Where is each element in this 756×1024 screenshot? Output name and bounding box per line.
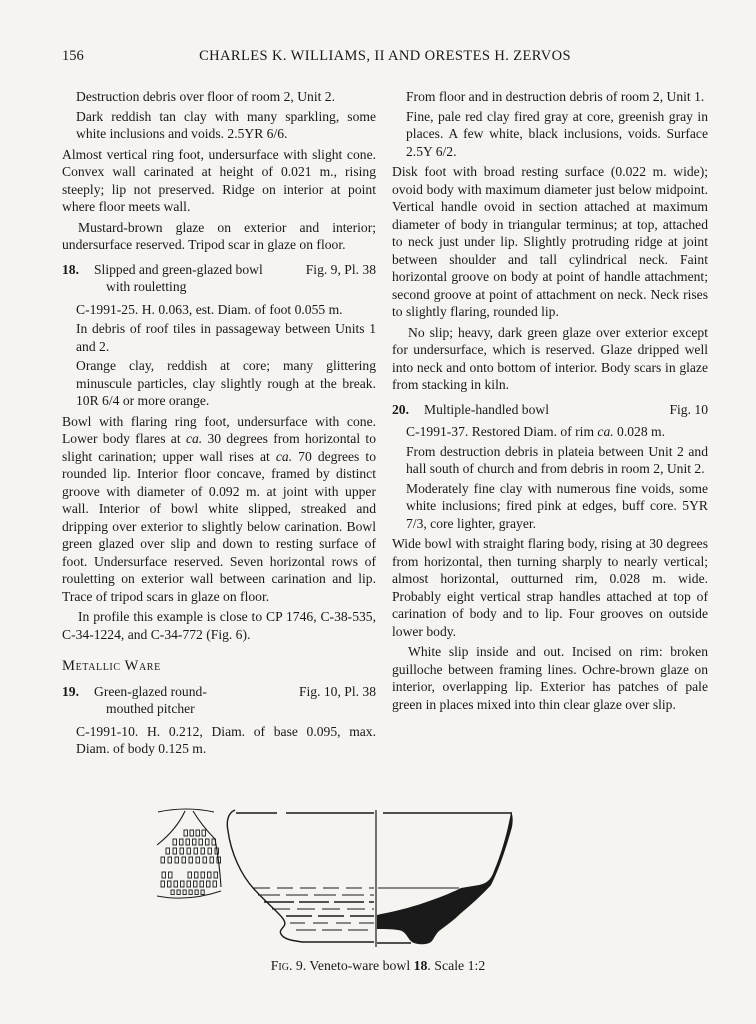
bowl-section-profile [377,812,513,944]
catalog-findspot: From floor and in destruction debris of room 2, Unit 1. [406,89,705,104]
description-paragraph: In profile this example is close to CP 1746, C-38-535, C-34-1224, and C-34-772 (Fig. 6). [62,609,376,642]
catalog-fabric: Orange clay, reddish at core; many glittering minuscule particles, clay slightly rough at the break. 10R 6/4 or more orange. [76,358,376,408]
running-head [62,48,708,65]
entry-title: Green-glazed round- [94,683,207,699]
catalog-dimensions: C-1991-37. Restored Diam. of rim ca. 0.028 m. [406,424,666,439]
figure-9-drawing [140,800,620,955]
right-column [392,86,708,713]
entry-title: Multiple-handled bowl [424,401,549,417]
entry-title: Slipped and green-glazed bowl [94,261,263,277]
entry-title-line2: mouthed pitcher [106,701,195,716]
description-paragraph: Wide bowl with straight flaring body, rising at 30 degrees from horizontal, then turning sharply to nearly vertical; almost horizontal, outturned rim, 0.028 m. wide. Probably eight vertical strap handles attached at top of carination of body and to lip. Four grooves on outside lower body. [392,536,708,639]
catalog-entry-19-heading [62,683,376,718]
left-column [62,86,376,760]
entry-number: 18. [62,261,79,277]
catalog-entry-18-heading [62,261,376,296]
catalog-findspot: From destruction debris in plateia between Unit 2 and hall south of church and from debris in room 2, Unit 2. [406,443,708,476]
catalog-fabric: Moderately fine clay with numerous fine voids, some white inclusions; fired pink at edges, buff core. 5YR 7/3, core lighter, grayer. [406,480,708,531]
running-title: CHARLES K. WILLIAMS, II AND ORESTES H. ZERVOS [199,48,571,64]
catalog-findspot: In debris of roof tiles in passageway between Units 1 and 2. [76,321,376,354]
description-paragraph: Bowl with flaring ring foot, undersurface with cone. Lower body flares at ca. 30 degrees from horizontal to slight carination; upper wall rises at ca. 70 degrees to rounded lip. Interior floor concave, framed by distinct groove with diameter of 0.092 m. at joint with upper wall. Interior of bowl white slipped, streaked and dripping over exterior to slightly below carination. Bowl green glazed over slip and down to resting surface of foot. Undersurface reserved. Seven horizontal rows of rouletting on exterior wall between carination and lip. Trace of tripod scars in glaze on floor. [62,413,376,604]
veneto-ware-bowl-drawing [140,800,620,955]
page-number: 156 [62,48,84,64]
description-paragraph: Mustard-brown glaze on exterior and interior; undersurface reserved. Tripod scar in glaze on floor. [62,219,376,252]
description-paragraph: No slip; heavy, dark green glaze over exterior except for undersurface, which is reserved. Glaze dripped well into neck and onto bottom of interior. Body scars in glaze from stacking in kiln. [392,324,708,392]
catalog-entry-20-heading [392,401,708,419]
catalog-dimensions: C-1991-10. H. 0.212, Diam. of base 0.095, max. Diam. of body 0.125 m. [76,723,376,756]
catalog-dimensions: C-1991-25. H. 0.063, est. Diam. of foot 0.055 m. [76,301,343,317]
entry-number: 19. [62,683,79,699]
figure-caption: Fig. 9. Veneto-ware bowl 18. Scale 1:2 [270,958,486,973]
description-paragraph: Disk foot with broad resting surface (0.022 m. wide); ovoid body with maximum diameter just below midpoint. Vertical handle ovoid in section attached at maximum diameter of body in triangular terminus; at top, attached to neck just under lip. Slightly protruding ridge at joint between shoulder and tall cylindrical neck. Faint horizontal groove on body at point of handle attachment; second groove at point of attachment on neck. Neck rises to slightly flaring, rounded lip. [392,164,708,319]
figure-reference: Fig. 10, Pl. 38 [298,683,376,699]
section-heading-metallic-ware: Metallic Ware [62,658,161,674]
bowl-exterior-outline [227,810,374,942]
entry-number: 20. [392,401,409,417]
rouletting-marks [161,830,221,895]
description-paragraph: White slip inside and out. Incised on rim: broken guilloche between framing lines. Ochre-brown glaze on interior, overlapping lip. Exterior has patches of pale green in places mixed into thin clear glaze over slip. [392,644,708,712]
catalog-fabric: Fine, pale red clay fired gray at core, greenish gray in places. A few white, black inclusions, voids. Surface 2.5Y 6/2. [406,108,708,159]
figure-reference: Fig. 10 [669,401,708,417]
bowl-rouletting-rows [254,888,374,930]
figure-reference: Fig. 9, Pl. 38 [305,261,376,277]
catalog-findspot: Destruction debris over floor of room 2, Unit 2. [76,89,335,104]
catalog-fabric: Dark reddish tan clay with many sparkling, some white inclusions and voids. 2.5YR 6/6. [76,108,376,141]
entry-title-line2: with rouletting [106,279,187,294]
description-paragraph: Almost vertical ring foot, undersurface with slight cone. Convex wall carinated at height of 0.021 m., rising steeply; lip not preserved. Ridge on interior at point where floor meets wall. [62,146,376,214]
